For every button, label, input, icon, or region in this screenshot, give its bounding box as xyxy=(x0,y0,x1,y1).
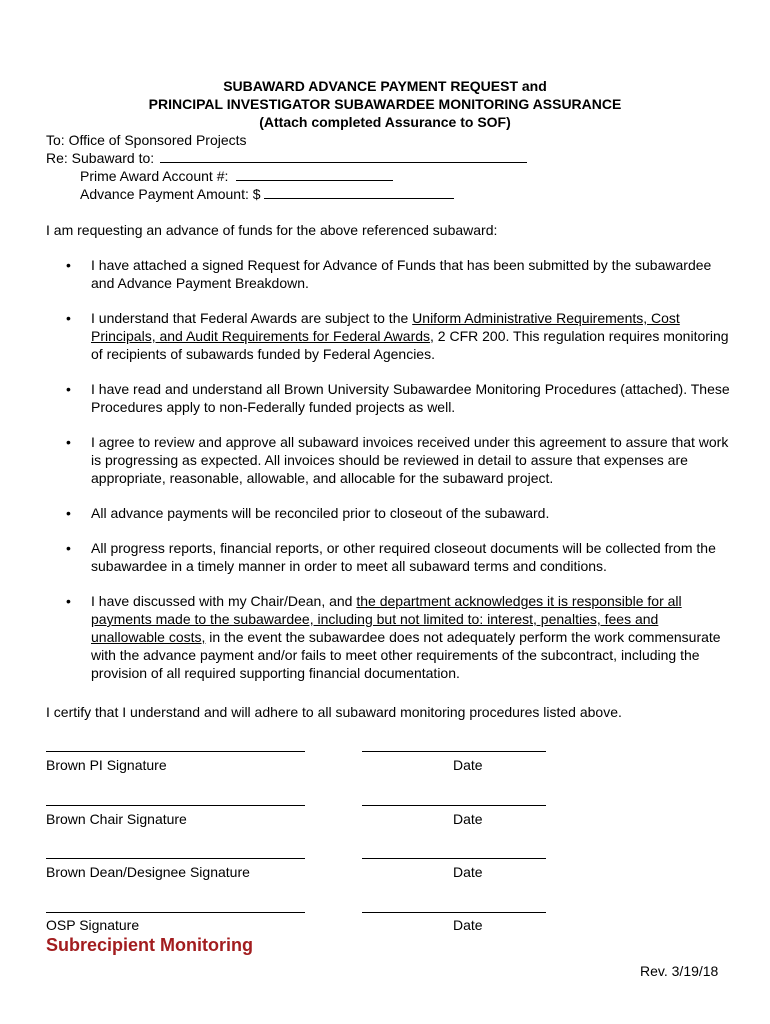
uniform-requirements-link[interactable]: Uniform Administrative Requirements, Cost Principals, and Audit Requirements for Federal Awards xyxy=(91,310,680,344)
osp-signature-label: OSP Signature xyxy=(46,917,140,933)
dean-signature-line[interactable] xyxy=(46,858,305,859)
chair-signature-label: Brown Chair Signature xyxy=(46,811,187,827)
bullet-text: All advance payments will be reconciled prior to closeout of the subaward. xyxy=(91,505,550,521)
list-item xyxy=(46,539,736,575)
dean-date-line[interactable] xyxy=(362,858,546,859)
list-item xyxy=(46,256,736,292)
bullet-text-post: in the event the subawardee does not adequately perform the work commensurate with the advance payment and/or fails to meet other requirements of the subcontract, including the provision of all required supporting financial documentation. xyxy=(91,629,721,681)
list-item xyxy=(46,433,736,487)
bullet-icon: • xyxy=(66,257,71,273)
assurance-list xyxy=(46,256,736,699)
title-line-1: SUBAWARD ADVANCE PAYMENT REQUEST and xyxy=(223,78,547,94)
list-item xyxy=(46,309,736,363)
advance-amount-field[interactable] xyxy=(264,185,454,199)
bullet-text-pre: I understand that Federal Awards are subject to the xyxy=(91,310,413,326)
bullet-icon: • xyxy=(66,381,71,397)
department-responsibility-text: the department acknowledges it is responsible for all payments made to the subawardee, including but not limited to: interest, penalties, fees and unallowable costs, xyxy=(91,593,682,645)
bullet-text: All progress reports, financial reports, or other required closeout documents will be collected from the subawardee in a timely manner in order to meet all subaward terms and conditions. xyxy=(91,540,716,574)
chair-signature-line[interactable] xyxy=(46,805,305,806)
bullet-text-pre: I have discussed with my Chair/Dean, and xyxy=(91,593,357,609)
pi-signature-label: Brown PI Signature xyxy=(46,757,167,773)
memo-header xyxy=(46,131,527,203)
bullet-text: I agree to review and approve all subaward invoices received under this agreement to assure that work is progressing as expected. All invoices should be reviewed in detail to assure that expenses are appropriate, reasonable, allowable, and allocable for the subaward project. xyxy=(91,434,729,486)
list-item xyxy=(46,592,736,682)
advance-amount-line xyxy=(46,185,527,203)
title-line-2: PRINCIPAL INVESTIGATOR SUBAWARDEE MONITORING ASSURANCE xyxy=(148,96,622,112)
bullet-icon: • xyxy=(66,540,71,556)
certification-statement: I certify that I understand and will adhere to all subaward monitoring procedures listed above. xyxy=(46,704,622,720)
advance-amount-label: Advance Payment Amount: $ xyxy=(80,186,261,202)
pi-signature-line[interactable] xyxy=(46,751,305,752)
pi-date-label: Date xyxy=(453,757,483,773)
dean-signature-label: Brown Dean/Designee Signature xyxy=(46,864,250,880)
re-line xyxy=(46,149,527,167)
osp-date-line[interactable] xyxy=(362,912,546,913)
subrecipient-monitoring-heading: Subrecipient Monitoring xyxy=(46,935,253,955)
osp-date-label: Date xyxy=(453,917,483,933)
bullet-icon: • xyxy=(66,434,71,450)
intro-paragraph: I am requesting an advance of funds for the above referenced subaward: xyxy=(46,222,498,238)
chair-date-label: Date xyxy=(453,811,483,827)
osp-signature-line[interactable] xyxy=(46,912,305,913)
bullet-icon: • xyxy=(66,310,71,326)
bullet-text-post: , 2 CFR 200. This regulation requires monitoring of recipients of subawards funded by Federal Agencies. xyxy=(91,328,729,362)
document-title xyxy=(0,77,770,131)
subaward-to-label: Re: Subaward to: xyxy=(46,150,155,166)
list-item xyxy=(46,504,736,522)
list-item xyxy=(46,380,736,416)
prime-award-line xyxy=(46,167,527,185)
title-line-3: (Attach completed Assurance to SOF) xyxy=(259,114,511,130)
dean-date-label: Date xyxy=(453,864,483,880)
bullet-icon: • xyxy=(66,593,71,609)
bullet-text: I have attached a signed Request for Advance of Funds that has been submitted by the subawardee and Advance Payment Breakdown. xyxy=(91,257,712,291)
pi-date-line[interactable] xyxy=(362,751,546,752)
bullet-text: I have read and understand all Brown University Subawardee Monitoring Procedures (attached). These Procedures apply to non-Federally funded projects as well. xyxy=(91,381,730,415)
subaward-to-field[interactable] xyxy=(160,149,527,163)
chair-date-line[interactable] xyxy=(362,805,546,806)
prime-award-field[interactable] xyxy=(236,167,393,181)
to-line: To: Office of Sponsored Projects xyxy=(46,132,247,148)
revision-date: Rev. 3/19/18 xyxy=(640,963,719,979)
prime-award-label: Prime Award Account #: xyxy=(80,168,229,184)
bullet-icon: • xyxy=(66,505,71,521)
